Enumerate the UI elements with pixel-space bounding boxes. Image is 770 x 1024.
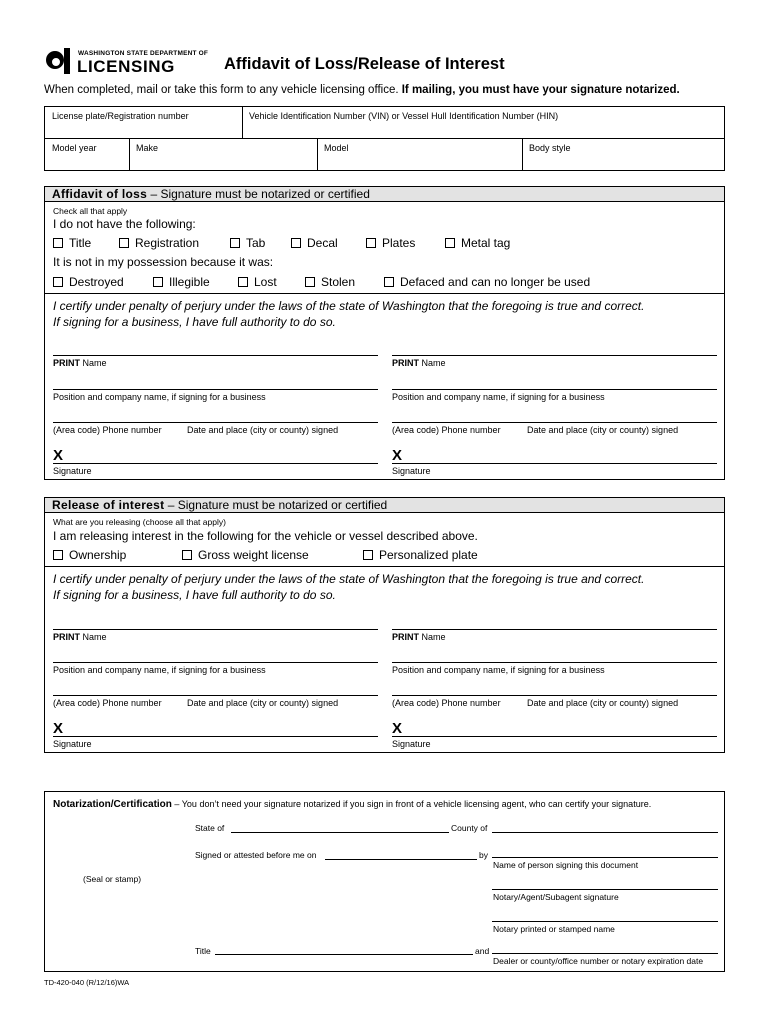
- model-label: Model: [324, 143, 349, 153]
- check-all-label: Check all that apply: [53, 206, 128, 216]
- loss-phone-date-line-1[interactable]: [53, 422, 378, 423]
- county-of-line[interactable]: [492, 832, 718, 833]
- agency-top-text: WASHINGTON STATE DEPARTMENT OF: [78, 50, 209, 57]
- notarization-section: [44, 791, 725, 972]
- release-phone-date-line-1[interactable]: [53, 695, 378, 696]
- position-label: Position and company name, if signing for a business: [53, 392, 266, 402]
- date-place-label: Date and place (city or county) signed: [527, 698, 679, 708]
- release-signature-line-2[interactable]: [392, 736, 717, 737]
- release-position-line-2[interactable]: [392, 662, 717, 663]
- position-label: Position and company name, if signing for a business: [392, 665, 605, 675]
- notary-heading: Notarization/Certification – You don’t need your signature notarized if you sign in front of a vehicle licensing agent, who can certify your signature.: [53, 799, 652, 810]
- personalized-plate-checkbox[interactable]: Personalized plate: [363, 548, 478, 562]
- loss-phone-date-line-2[interactable]: [392, 422, 717, 423]
- release-phone-date-line-2[interactable]: [392, 695, 717, 696]
- release-certification: I certify under penalty of perjury under the laws of the state of Washington that the foregoing is true and correct. If signing for a business, I have full authority to do so.: [53, 572, 645, 602]
- agency-main-text: LICENSING: [77, 57, 175, 76]
- and-label: and: [475, 946, 490, 956]
- model-year-label: Model year: [52, 143, 97, 153]
- destroyed-checkbox[interactable]: Destroyed: [53, 275, 124, 289]
- dol-logo: [44, 48, 209, 76]
- stolen-checkbox[interactable]: Stolen: [305, 275, 355, 289]
- agent-signature-label: Notary/Agent/Subagent signature: [493, 892, 619, 902]
- loss-position-line-1[interactable]: [53, 389, 378, 390]
- title-label: Title: [195, 946, 211, 956]
- loss-signature-line-1[interactable]: [53, 463, 378, 464]
- release-statement: I am releasing interest in the following for the vehicle or vessel described above.: [53, 529, 478, 543]
- intro-plain: When completed, mail or take this form to any vehicle licensing office.: [44, 84, 402, 96]
- print-name-label: PRINT Name: [392, 632, 446, 642]
- loss-print-name-line-1[interactable]: [53, 355, 378, 356]
- date-place-label: Date and place (city or county) signed: [527, 425, 679, 435]
- affidavit-of-loss-section: [44, 186, 725, 480]
- print-name-label: PRINT Name: [53, 632, 107, 642]
- decal-checkbox[interactable]: Decal: [291, 236, 338, 250]
- illegible-checkbox[interactable]: Illegible: [153, 275, 210, 289]
- make-label: Make: [136, 143, 159, 153]
- signature-label: Signature: [392, 466, 431, 476]
- state-of-label: State of: [195, 823, 225, 833]
- loss-print-name-line-2[interactable]: [392, 355, 717, 356]
- loss-certification: I certify under penalty of perjury under the laws of the state of Washington that the foregoing is true and correct. If signing for a business, I have full authority to do so.: [53, 299, 645, 329]
- metal-tag-checkbox[interactable]: Metal tag: [445, 236, 510, 250]
- tab-checkbox[interactable]: Tab: [230, 236, 265, 250]
- state-of-line[interactable]: [231, 832, 449, 833]
- position-label: Position and company name, if signing for a business: [392, 392, 605, 402]
- phone-label: (Area code) Phone number: [392, 698, 501, 708]
- print-name-label: PRINT Name: [392, 358, 446, 368]
- do-not-have-label: I do not have the following:: [53, 217, 196, 231]
- title-checkbox[interactable]: Title: [53, 236, 91, 250]
- plate-field-label: License plate/Registration number: [52, 111, 189, 121]
- loss-position-line-2[interactable]: [392, 389, 717, 390]
- dol-logo-icon: [44, 48, 74, 74]
- signature-label: Signature: [53, 466, 92, 476]
- printed-name-line[interactable]: [492, 921, 718, 922]
- agent-signature-line[interactable]: [492, 889, 718, 890]
- signature-label: Signature: [53, 739, 92, 749]
- ownership-checkbox[interactable]: Ownership: [53, 548, 126, 562]
- loss-signature-line-2[interactable]: [392, 463, 717, 464]
- intro-bold: If mailing, you must have your signature notarized.: [401, 84, 680, 96]
- by-label: by: [479, 850, 488, 860]
- name-signing-line[interactable]: [492, 857, 718, 858]
- signature-x: X: [392, 720, 403, 737]
- plates-checkbox[interactable]: Plates: [366, 236, 415, 250]
- form-number: TD-420-040 (R/12/16)WA: [44, 978, 130, 987]
- release-of-interest-section: [44, 497, 725, 753]
- printed-name-label: Notary printed or stamped name: [493, 924, 615, 934]
- release-print-name-line-2[interactable]: [392, 629, 717, 630]
- form-title: Affidavit of Loss/Release of Interest: [224, 55, 505, 73]
- what-releasing-label: What are you releasing (choose all that apply): [53, 517, 226, 527]
- signed-date-line[interactable]: [325, 859, 477, 860]
- defaced-checkbox[interactable]: Defaced and can no longer be used: [384, 275, 590, 289]
- dealer-label: Dealer or county/office number or notary expiration date: [493, 956, 704, 966]
- release-heading: Release of interest – Signature must be notarized or certified: [45, 498, 724, 513]
- intro-text: [44, 84, 680, 96]
- position-label: Position and company name, if signing for a business: [53, 665, 266, 675]
- signature-x: X: [53, 720, 64, 737]
- release-print-name-line-1[interactable]: [53, 629, 378, 630]
- date-place-label: Date and place (city or county) signed: [187, 698, 339, 708]
- county-of-label: County of: [451, 823, 488, 833]
- phone-label: (Area code) Phone number: [53, 698, 162, 708]
- phone-label: (Area code) Phone number: [392, 425, 501, 435]
- vehicle-table: [44, 106, 725, 171]
- dealer-line[interactable]: [492, 953, 718, 954]
- signed-before-label: Signed or attested before me on: [195, 850, 317, 860]
- signature-x: X: [392, 447, 403, 464]
- loss-heading: Affidavit of loss – Signature must be notarized or certified: [45, 187, 724, 202]
- title-line[interactable]: [215, 954, 473, 955]
- signature-label: Signature: [392, 739, 431, 749]
- body-style-label: Body style: [529, 143, 571, 153]
- seal-label: (Seal or stamp): [83, 874, 142, 884]
- name-signing-label: Name of person signing this document: [493, 860, 639, 870]
- registration-checkbox[interactable]: Registration: [119, 236, 199, 250]
- vin-field-label: Vehicle Identification Number (VIN) or Vessel Hull Identification Number (HIN): [249, 111, 559, 121]
- print-name-label: PRINT Name: [53, 358, 107, 368]
- date-place-label: Date and place (city or county) signed: [187, 425, 339, 435]
- release-position-line-1[interactable]: [53, 662, 378, 663]
- signature-x: X: [53, 447, 64, 464]
- gross-weight-checkbox[interactable]: Gross weight license: [182, 548, 309, 562]
- phone-label: (Area code) Phone number: [53, 425, 162, 435]
- lost-checkbox[interactable]: Lost: [238, 275, 277, 289]
- not-in-possession-label: It is not in my possession because it was:: [53, 255, 274, 269]
- release-signature-line-1[interactable]: [53, 736, 378, 737]
